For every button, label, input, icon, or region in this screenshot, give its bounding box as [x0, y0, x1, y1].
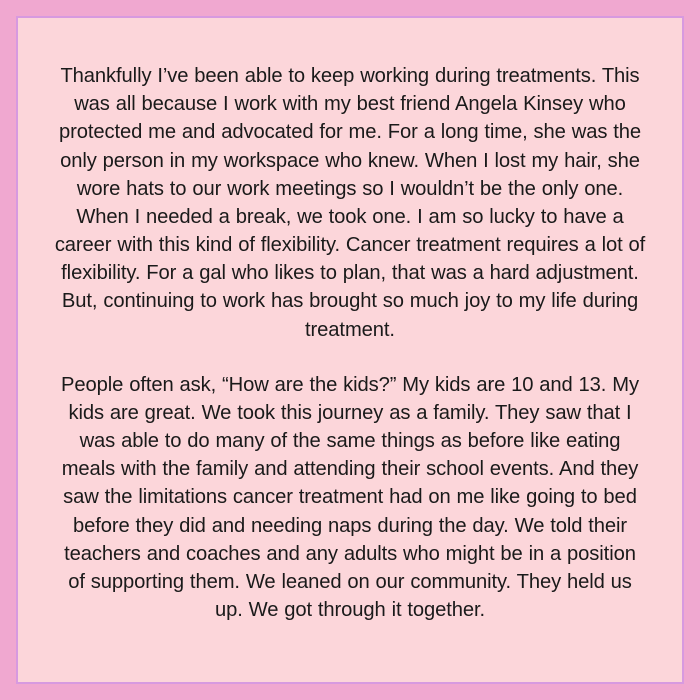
post-panel: [16, 16, 684, 684]
paragraph-kids: People often ask, “How are the kids?” My kids are 10 and 13. My kids are great. We took this journey as a family. They saw that I was able to do many of the same things as before like eating meals with the family and attending their school events. And they saw the limitations cancer treatment had on me like going to bed before they did and needing naps during the day. We told their teachers and coaches and any adults who might be in a position of supporting them. We leaned on our community. They held us up. We got through it together.: [61, 373, 639, 622]
paragraph-work: Thankfully I’ve been able to keep working during treatments. This was all because I work with my best friend Angela Kinsey who protected me and advocated for me. For a long time, she was the only person in my workspace who knew. When I lost my hair, she wore hats to our work meetings so I wouldn’t be the only one. When I needed a break, we took one. I am so lucky to have a career with this kind of flexibility. Cancer treatment requires a lot of flexibility. For a gal who likes to plan, that was a hard adjustment. But, continuing to work has brought so much joy to my life during treatment.: [54, 65, 646, 341]
